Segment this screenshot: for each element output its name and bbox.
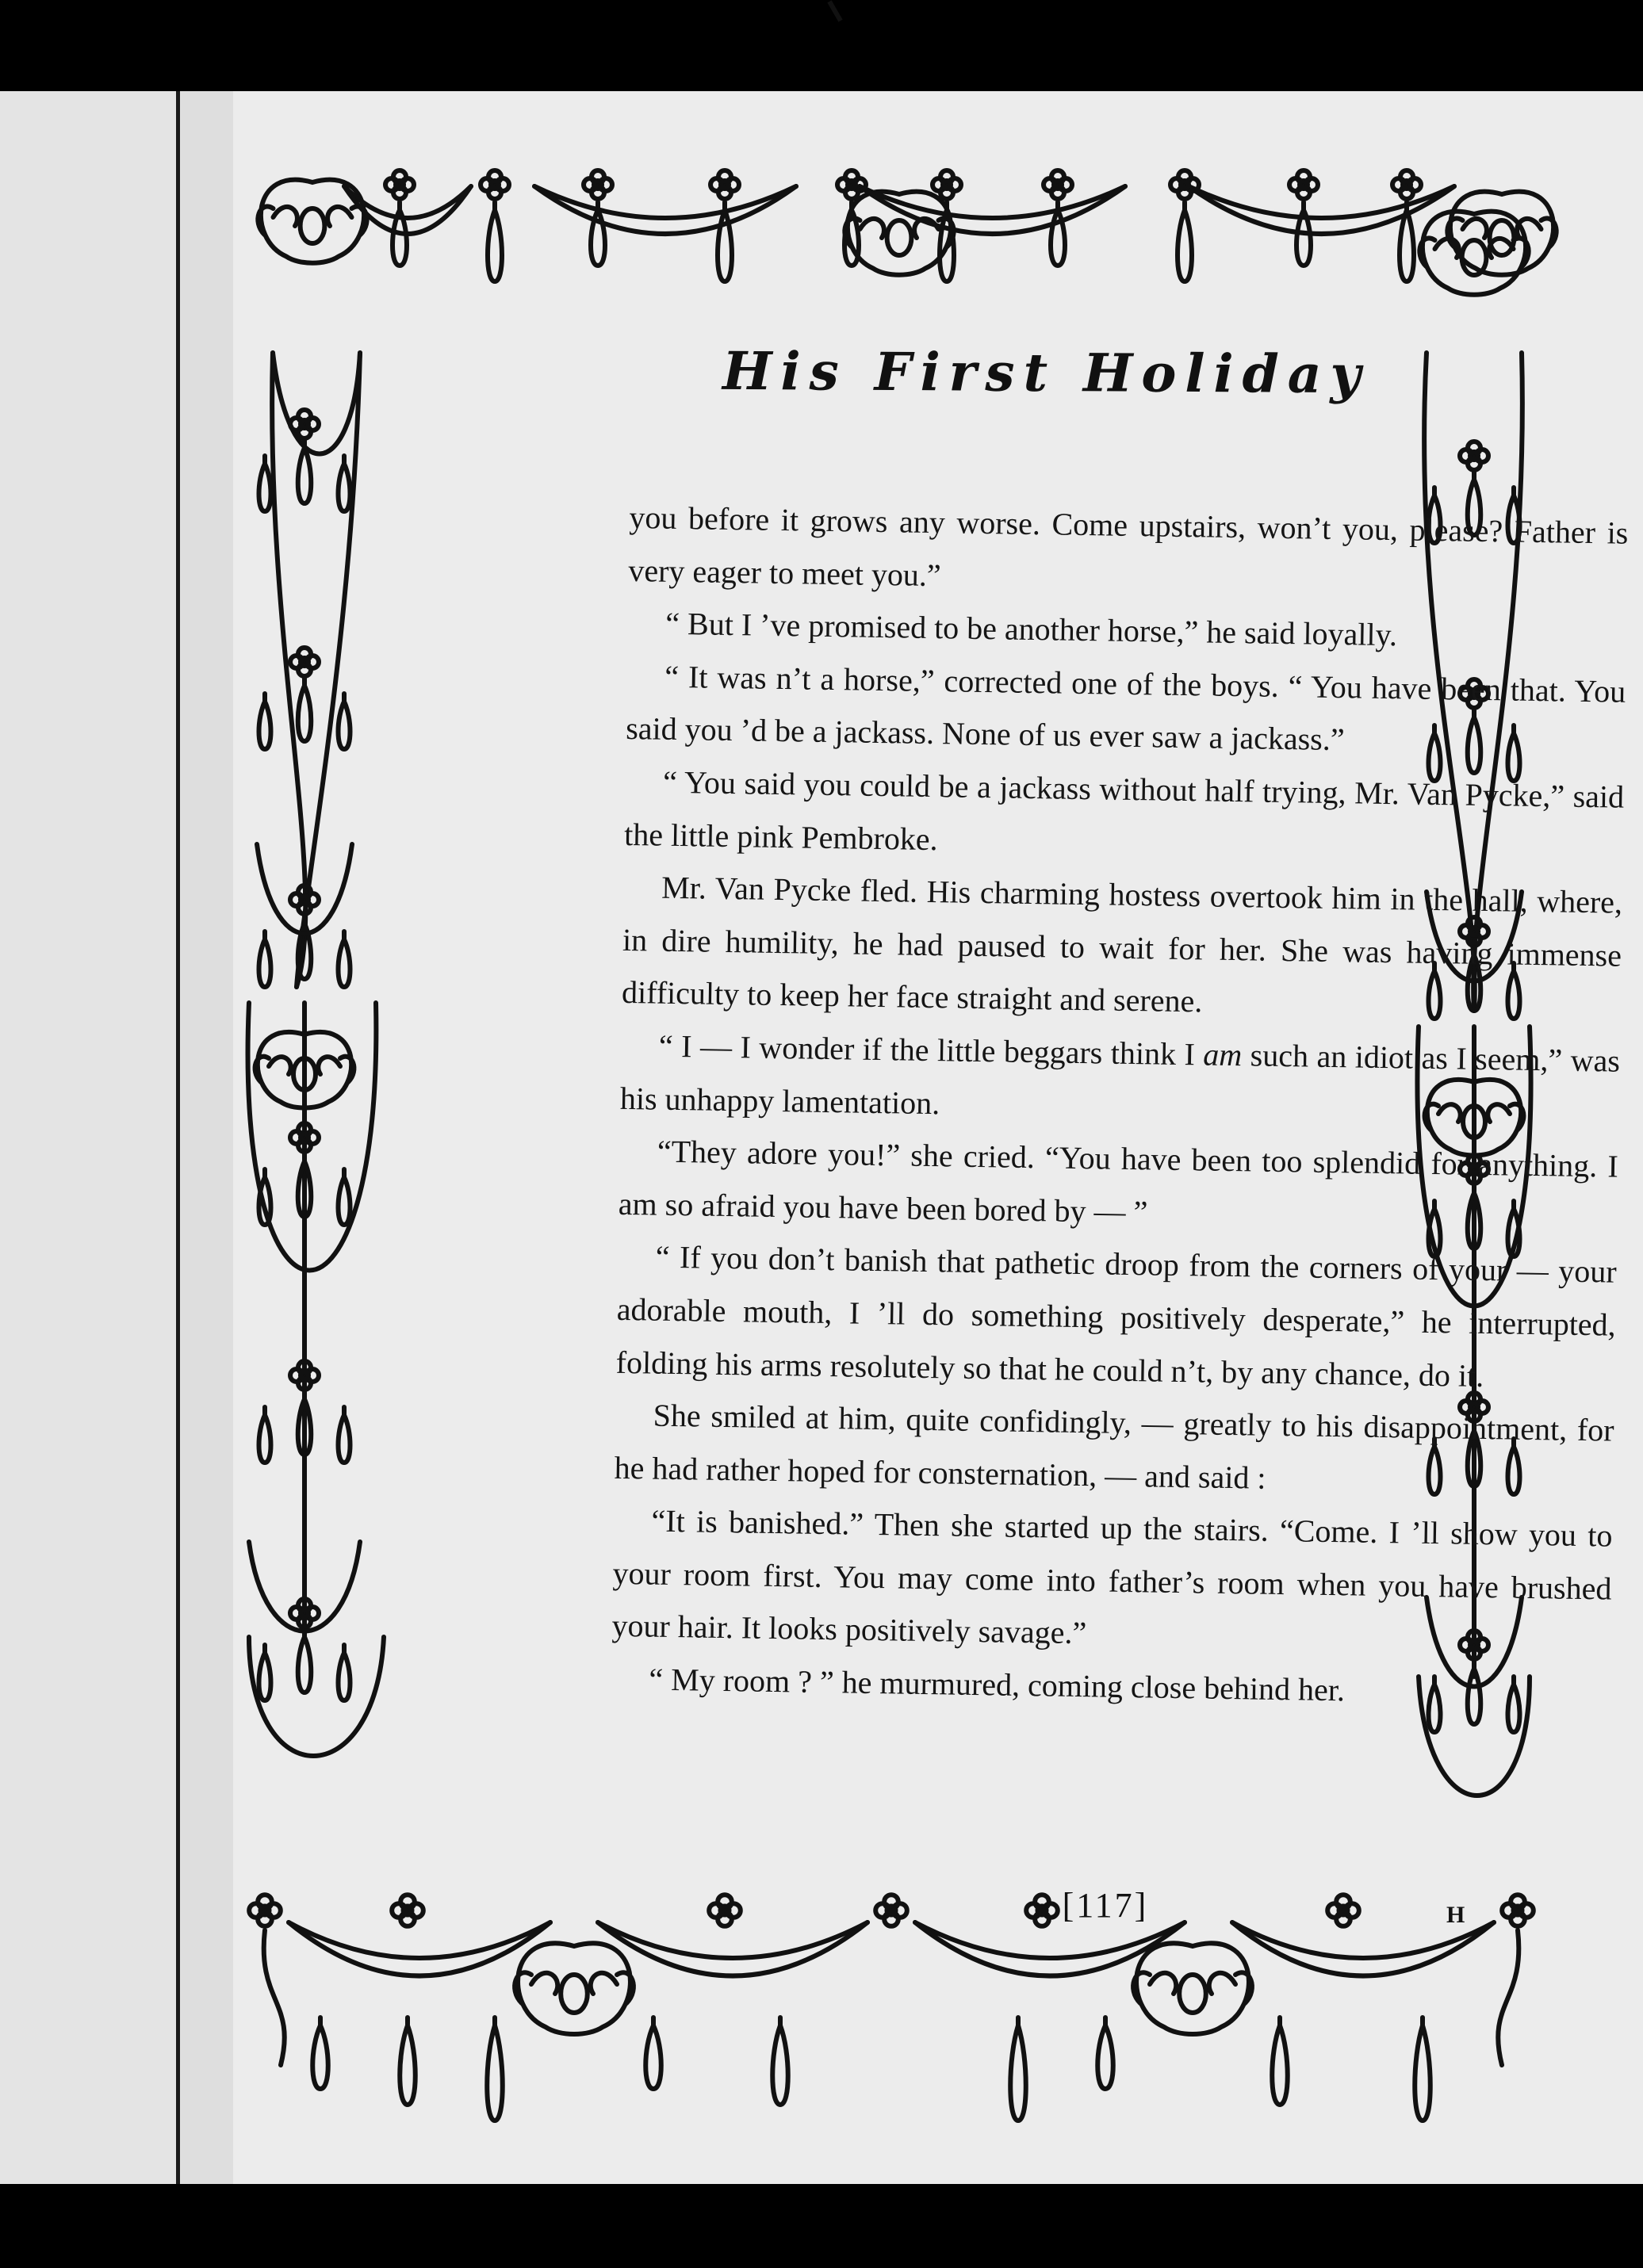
pendant-drop xyxy=(339,1177,350,1225)
book-spine xyxy=(176,91,237,2184)
medallion-scroll xyxy=(591,1973,617,1994)
pendant-drop xyxy=(259,464,271,511)
pendant-drop xyxy=(259,1653,271,1700)
pendant-drop xyxy=(645,2025,661,2089)
pendant-drop xyxy=(718,210,732,281)
pendant-drop xyxy=(1097,2025,1113,2089)
paragraph: “ You said you could be a jackass without half trying, Mr. Van Pycke,” said the little pink Pembroke. xyxy=(623,763,1625,857)
corner-flourish xyxy=(264,1930,285,2065)
medallion-outline xyxy=(1450,192,1553,275)
pendant-drop xyxy=(1010,2025,1026,2121)
garland-swag xyxy=(598,1922,867,1958)
rosette-center xyxy=(1470,452,1478,460)
pendant-drop xyxy=(259,939,271,987)
rosette-center xyxy=(1300,181,1308,189)
garland-swag xyxy=(289,1922,550,1976)
corner-flourish xyxy=(1498,1930,1519,2065)
pendant-drop xyxy=(339,702,350,749)
rosette-center xyxy=(301,896,308,904)
paragraph: “It is banished.” Then she started up the stairs. “Come. I ’ll show you to your room first. You may come into father’s room when you have brushed your hair. It looks positively savage.” xyxy=(611,1502,1613,1651)
rosette-center xyxy=(261,1907,270,1915)
rosette-center xyxy=(887,1907,896,1915)
scan-mark xyxy=(827,0,842,21)
page-title: His First Holiday xyxy=(722,339,1370,406)
pendant-drop xyxy=(1400,210,1414,281)
medallion-scroll xyxy=(1150,1973,1176,1994)
page-number: [117] xyxy=(1062,1886,1149,1925)
pendant-drop xyxy=(339,464,350,511)
pendant-drop xyxy=(772,2025,788,2105)
pendant-drop xyxy=(591,210,605,266)
pendant-drop xyxy=(487,2025,503,2121)
rosette-center xyxy=(1339,1907,1348,1915)
medallion-scroll xyxy=(269,1057,291,1074)
pendant-drop xyxy=(339,1653,350,1700)
medallion-center xyxy=(887,220,912,255)
medallion-scroll xyxy=(1463,219,1487,238)
rosette-center xyxy=(1054,181,1062,189)
medallion-scroll xyxy=(318,1057,340,1074)
medallion-scroll xyxy=(274,207,297,226)
medallion-center xyxy=(301,208,325,243)
paragraph: “ My room ? ” he murmured, coming close behind her. xyxy=(649,1661,1346,1708)
monogram-h: H xyxy=(1446,1902,1465,1928)
garland-swag xyxy=(860,186,1125,218)
text-run: “ I — I wonder if the little beggars think I xyxy=(658,1027,1204,1073)
rosette-center xyxy=(1181,181,1189,189)
rosette-center xyxy=(301,420,308,428)
paragraph: “They adore you!” she cried. “You have been too splendid for anything. I am so afraid you have been bored by — ” xyxy=(618,1133,1619,1230)
medallion-scroll xyxy=(327,207,351,226)
rosette-center xyxy=(848,181,856,189)
pendant-drop xyxy=(298,686,312,741)
rosette-center xyxy=(404,1907,412,1915)
text-run: such an idiot as I seem,” was his unhappy lamentation. xyxy=(619,1037,1621,1121)
rosette-center xyxy=(721,181,729,189)
paragraph: “ It was n’t a horse,” corrected one of the boys. “ You have been that. You said you ’d be a jackass. None of us ever saw a jackass.” xyxy=(625,658,1626,758)
column-cord xyxy=(273,353,360,454)
pendant-drop xyxy=(298,1637,312,1692)
rosette-center xyxy=(301,1371,308,1379)
pendant-drop xyxy=(1272,2025,1288,2105)
rosette-center xyxy=(301,1134,308,1142)
medallion-center xyxy=(561,1975,588,2013)
pendant-drop xyxy=(488,210,502,281)
medallion-outline xyxy=(518,1943,630,2034)
medallion-scroll xyxy=(860,219,884,238)
rosette-center xyxy=(594,181,602,189)
rosette-center xyxy=(396,181,404,189)
pendant-drop xyxy=(400,2025,416,2105)
paragraph xyxy=(619,1019,1620,1141)
garland-swag xyxy=(534,186,796,218)
pendant-drop xyxy=(312,2025,328,2089)
book-page xyxy=(233,91,1643,2184)
pendant-drop xyxy=(339,1415,350,1463)
rosette-center xyxy=(943,181,951,189)
rosette-center xyxy=(301,658,308,666)
paragraph: you before it grows any worse. Come upstairs, won’t you, please? Father is very eager to meet you.” xyxy=(628,499,1629,593)
pendant-drop xyxy=(298,448,312,503)
emphasis: am xyxy=(1203,1036,1243,1073)
medallion-outline xyxy=(1136,1943,1249,2034)
pendant-drop xyxy=(339,939,350,987)
garland-swag xyxy=(1232,1922,1494,1976)
rosette-center xyxy=(721,1907,730,1915)
paragraph: Mr. Van Pycke fled. His charming hostess overtook him in the hall, where, in dire humility, he had paused to wait for her. She was having immense difficulty to keep her face straight and serene. xyxy=(621,869,1623,1019)
rosette-center xyxy=(1514,1907,1522,1915)
rosette-center xyxy=(301,1609,308,1617)
medallion-center xyxy=(1179,1975,1206,2013)
pendant-drop xyxy=(1415,2025,1430,2121)
garland-swag xyxy=(289,1922,550,1958)
paragraph: “ But I ’ve promised to be another horse,” he said loyally. xyxy=(665,605,1398,653)
rosette-center xyxy=(1403,181,1411,189)
medallion-scroll xyxy=(531,1973,557,1994)
garland-swag xyxy=(915,1922,1185,1958)
medallion-scroll xyxy=(1209,1973,1235,1994)
paragraph: “ If you don’t banish that pathetic droop from the corners of your — your adorable mouth, I ’ll do something positively desperate,” he interrupted, folding his arms resolutely so that he could n’t, by any chance, do it. xyxy=(615,1238,1618,1394)
pendant-drop xyxy=(1178,210,1192,281)
paragraph: She smiled at him, quite confidingly, — greatly to his disappointment, for he had rather hoped for consternation, — and said : xyxy=(614,1397,1614,1496)
garland-swag xyxy=(598,1922,867,1976)
garland-swag xyxy=(534,186,796,234)
rosette-center xyxy=(491,181,499,189)
body-text xyxy=(611,491,1629,1721)
garland-swag xyxy=(915,1922,1185,1976)
pendant-drop xyxy=(259,702,271,749)
pendant-drop xyxy=(259,1415,271,1463)
facing-page-edge xyxy=(0,91,176,2184)
pendant-drop xyxy=(1051,210,1065,266)
